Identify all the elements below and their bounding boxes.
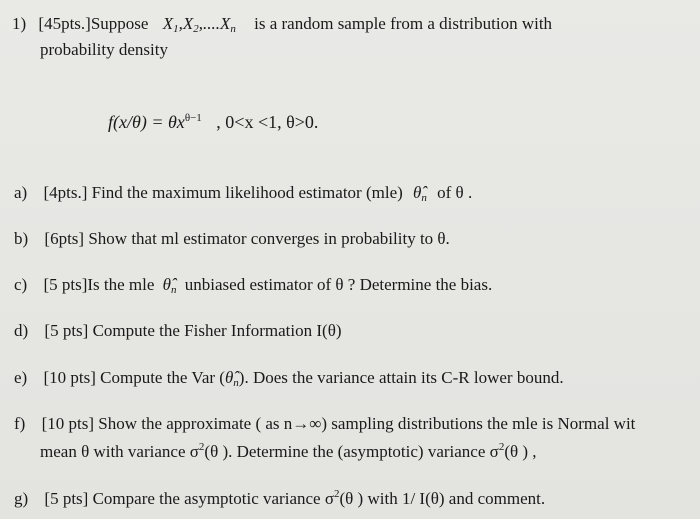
part-label: f) [14,414,26,433]
part-math: $\thetâ_n$ [224,368,239,389]
part-math: $\thetâ_n$ [162,275,177,296]
density-exponent: θ−1 [184,112,202,124]
part-text: [10 pts] Compute the Var ( [43,368,225,387]
part-label: g) [14,489,29,508]
problem-line-1 [12,14,552,35]
part-text: [5 pts] Compute the Fisher Information I(θ) [44,321,342,340]
part-text: [10 pts] Show the approximate ( as n→∞) sampling distributions the mle is Normal wit [41,414,636,433]
part-tail: unbiased estimator of θ ? Determine the bias. [184,275,493,294]
part-b [14,229,450,249]
part-label: c) [14,275,28,294]
part-f-line-2: mean θ with variance $\sigma^2(\theta$ ). Determine the (asymptotic) variance $\sigma^2(\theta$ ) , [40,441,537,461]
problem-line-2: probability density [40,40,168,59]
part-a [14,183,472,204]
part-d [14,321,342,341]
part-text: [4pts.] Find the maximum likelihood estimator (mle) [43,183,403,202]
part-tail: (θ ) with 1/ I(θ) and comment. [339,489,546,508]
part-c [14,275,492,296]
part-g: g) [5 pts] Compare the asymptotic variance $\sigma^2(\theta$ ) with 1/ I(θ) and comment. [14,488,546,508]
part-math: $\thetâ_n$ [413,183,427,204]
part-label: b) [14,229,29,248]
sample-text: is a random sample from a distribution with [254,14,553,33]
part-text: [5 pts]Is the mle [43,275,155,294]
part-label: e) [14,368,28,387]
part-f [14,414,635,434]
sample-variables: $X_1,X_2,....X_n$ [162,14,236,35]
part-tail: ). Does the variance attain its C-R lower bound. [238,368,564,387]
problem-points: [45pts.]Suppose [38,14,149,33]
part-e [14,368,564,389]
density-lhs: f(x/θ) = θx [108,112,185,132]
part-label: a) [14,183,28,202]
part-text: [6pts] Show that ml estimator converges in probability to θ. [44,229,450,248]
part-text: [5 pts] Compare the asymptotic variance σ [44,489,334,508]
part-label: d) [14,321,29,340]
part-tail: of θ . [437,183,473,202]
density-condition: , 0<x <1, θ>0. [216,112,319,132]
problem-number: 1) [12,14,27,33]
density-formula [108,112,318,133]
